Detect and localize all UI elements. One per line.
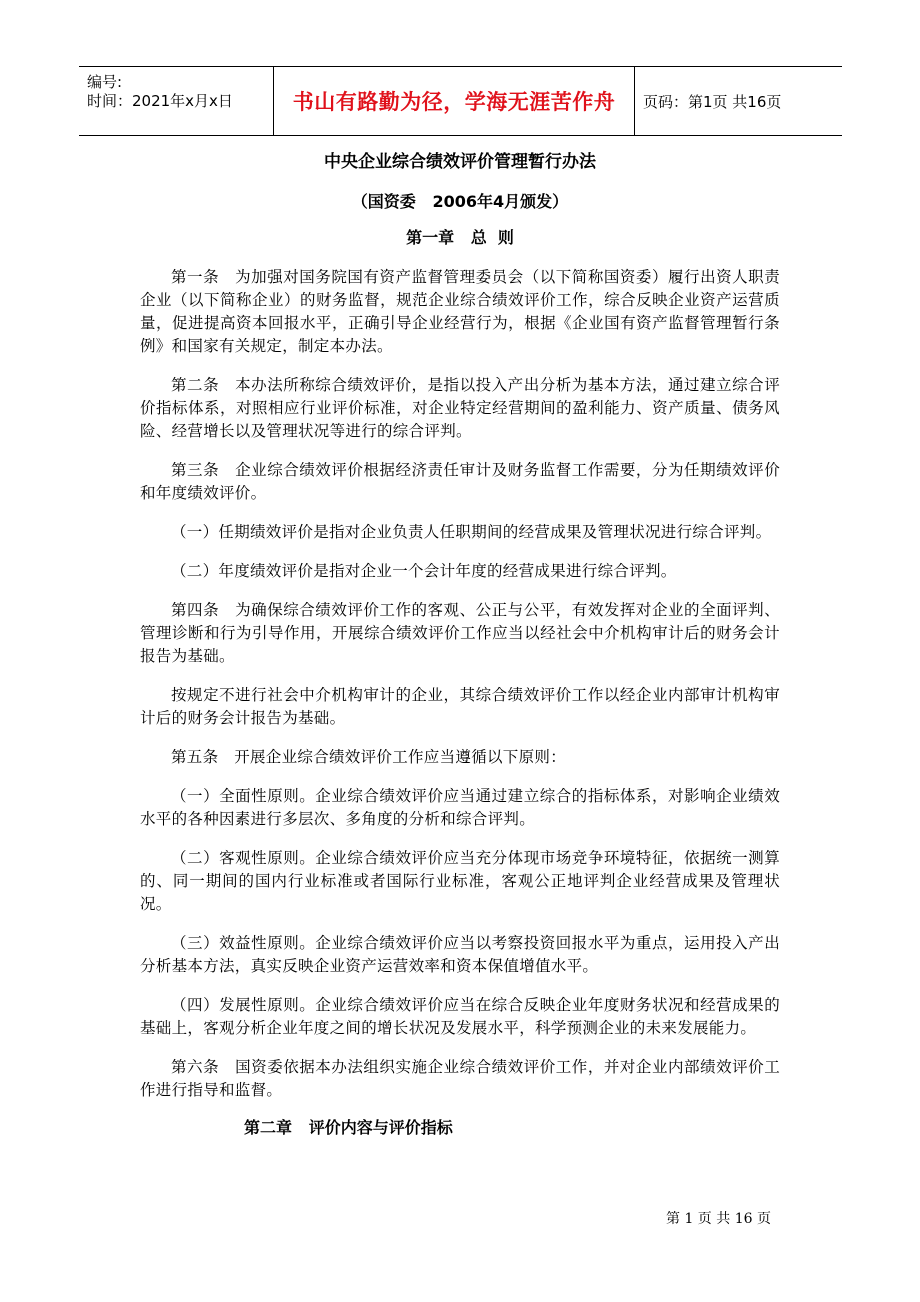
chapter-heading: 第二章 评价内容与评价指标 <box>244 1118 453 1137</box>
chapter-heading: 第一章 总 则 <box>406 228 514 247</box>
paragraph: （二）年度绩效评价是指对企业一个会计年度的经营成果进行综合评判。 <box>171 562 677 580</box>
paragraph: 第四条 为确保综合绩效评价工作的客观、公正与公平，有效发挥对企业的全面评判、管理诊断和行为引导作用，开展综合绩效评价工作应当以经社会中介机构审计后的财务会计报告为基础。 <box>140 601 780 665</box>
paragraph: （一）任期绩效评价是指对企业负责人任职期间的经营成果及管理状况进行综合评判。 <box>171 523 772 541</box>
document-subtitle: （国资委 2006年4月颁发） <box>351 192 569 211</box>
paragraph: （一）全面性原则。企业综合绩效评价应当通过建立综合的指标体系，对影响企业绩效水平的各种因素进行多层次、多角度的分析和综合评判。 <box>140 787 780 828</box>
paragraph: 按规定不进行社会中介机构审计的企业，其综合绩效评价工作以经企业内部审计机构审计后的财务会计报告为基础。 <box>140 686 780 727</box>
header-motto: 书山有路勤为径，学海无涯苦作舟 <box>273 67 635 135</box>
header-page-info: 页码：第1页 共16页 <box>643 92 782 111</box>
paragraph: （二）客观性原则。企业综合绩效评价应当充分体现市场竞争环境特征，依据统一测算的、同一期间的国内行业标准或者国际行业标准，客观公正地评判企业经营成果及管理状况。 <box>140 849 780 913</box>
paragraph: （四）发展性原则。企业综合绩效评价应当在综合反映企业年度财务状况和经营成果的基础上，客观分析企业年度之间的增长状况及发展水平，科学预测企业的未来发展能力。 <box>140 996 780 1037</box>
page-header <box>79 66 842 136</box>
paragraph: （三）效益性原则。企业综合绩效评价应当以考察投资回报水平为重点，运用投入产出分析基本方法，真实反映企业资产运营效率和资本保值增值水平。 <box>140 934 780 975</box>
paragraph: 第二条 本办法所称综合绩效评价，是指以投入产出分析为基本方法，通过建立综合评价指标体系，对照相应行业评价标准，对企业特定经营期间的盈利能力、资产质量、债务风险、经营增长以及管理状况等进行的综合评判。 <box>140 376 780 440</box>
paragraph: 第五条 开展企业综合绩效评价工作应当遵循以下原则： <box>171 748 567 766</box>
time-label: 时间：2021年x月x日 <box>87 92 233 110</box>
document-body <box>140 150 780 1140</box>
number-label: 编号: <box>87 73 123 91</box>
page-footer: 第 1 页 共 16 页 <box>666 1211 771 1227</box>
paragraph: 第六条 国资委依据本办法组织实施企业综合绩效评价工作，并对企业内部绩效评价工作进行指导和监督。 <box>140 1058 780 1099</box>
header-meta <box>79 67 273 135</box>
paragraph: 第三条 企业综合绩效评价根据经济责任审计及财务监督工作需要，分为任期绩效评价和年度绩效评价。 <box>140 461 780 502</box>
paragraph: 第一条 为加强对国务院国有资产监督管理委员会（以下简称国资委）履行出资人职责企业（以下简称企业）的财务监督，规范企业综合绩效评价工作，综合反映企业资产运营质量，促进提高资本回报水平，正确引导企业经营行为，根据《企业国有资产监督管理暂行条例》和国家有关规定，制定本办法。 <box>140 268 780 355</box>
document-title: 中央企业综合绩效评价管理暂行办法 <box>324 152 596 172</box>
